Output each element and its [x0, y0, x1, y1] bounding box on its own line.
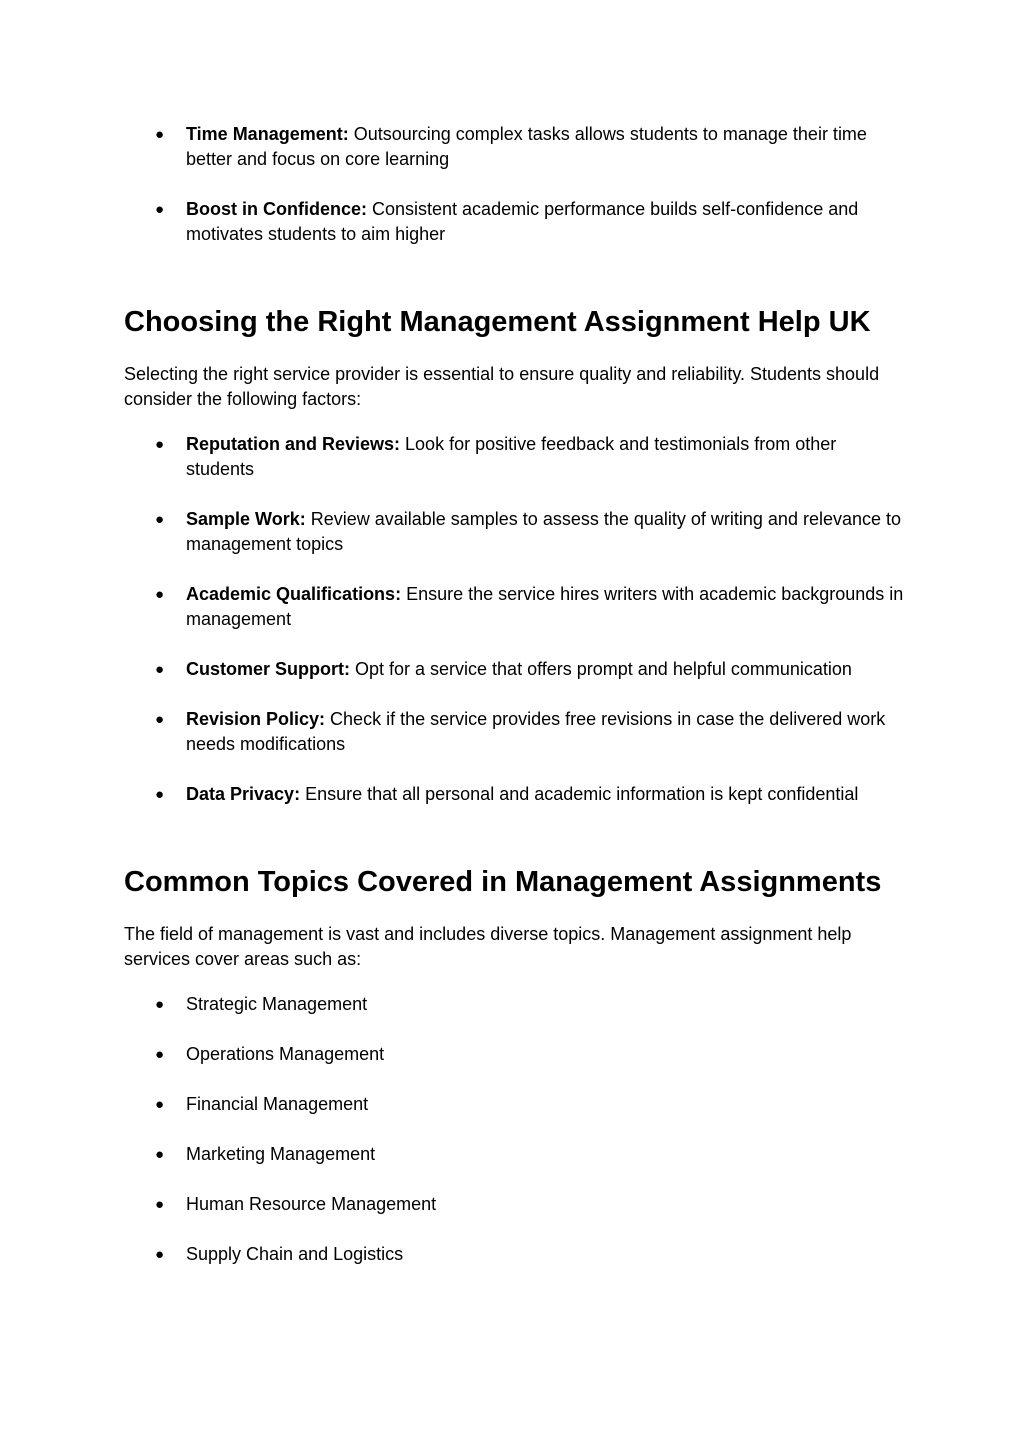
bullet: ●: [155, 1046, 165, 1063]
item-term: Customer Support:: [186, 659, 350, 679]
item-text: Supply Chain and Logistics: [186, 1244, 404, 1264]
bullet: ●: [155, 201, 165, 218]
bullet: ●: [155, 436, 165, 453]
item-text: Review available samples to assess the quality of writing and relevance to management topics: [186, 509, 902, 554]
item-text: Consistent academic performance builds self-confidence and motivates students to aim higher: [186, 199, 859, 244]
item-text: Strategic Management: [186, 994, 368, 1014]
list-item: [155, 122, 906, 172]
section-heading: Choosing the Right Management Assignment Help UK: [124, 306, 871, 338]
list-item: [155, 707, 906, 757]
list-item: [155, 1142, 906, 1167]
list-item: [155, 1242, 906, 1267]
section-intro: The field of management is vast and includes diverse topics. Management assignment help services cover areas such as:: [124, 924, 852, 969]
bullet: ●: [155, 1196, 165, 1213]
bullet: ●: [155, 786, 165, 803]
bullet: ●: [155, 126, 165, 143]
item-term: Sample Work:: [186, 509, 306, 529]
list-item: [155, 432, 906, 482]
list-item: [155, 1192, 906, 1217]
list-item: [155, 1092, 906, 1117]
bullet: ●: [155, 711, 165, 728]
item-text: Ensure that all personal and academic information is kept confidential: [300, 784, 859, 804]
item-text: Opt for a service that offers prompt and helpful communication: [350, 659, 852, 679]
item-term: Revision Policy:: [186, 709, 326, 729]
list-item: [155, 582, 906, 632]
bullet: ●: [155, 996, 165, 1013]
bullet: ●: [155, 586, 165, 603]
item-text: Marketing Management: [186, 1144, 376, 1164]
bullet: ●: [155, 661, 165, 678]
bullet: ●: [155, 511, 165, 528]
item-term: Data Privacy:: [186, 784, 301, 804]
item-text: Check if the service provides free revisions in case the delivered work needs modifications: [186, 709, 886, 754]
section-intro: Selecting the right service provider is essential to ensure quality and reliability. Students should consider the following factors:: [124, 364, 880, 409]
item-term: Time Management:: [186, 124, 349, 144]
bullet: ●: [155, 1246, 165, 1263]
item-text: Operations Management: [186, 1044, 385, 1064]
item-term: Reputation and Reviews:: [186, 434, 401, 454]
item-text: Look for positive feedback and testimonials from other students: [186, 434, 837, 479]
item-text: Ensure the service hires writers with academic backgrounds in management: [186, 584, 904, 629]
item-term: Academic Qualifications:: [186, 584, 402, 604]
list-item: [155, 992, 906, 1017]
list-item: [155, 507, 906, 557]
list-item: [155, 197, 906, 247]
item-text: Outsourcing complex tasks allows students to manage their time better and focus on core learning: [186, 124, 867, 169]
item-text: Financial Management: [186, 1094, 369, 1114]
item-term: Boost in Confidence:: [186, 199, 367, 219]
list-item: [155, 782, 906, 807]
item-text: Human Resource Management: [186, 1194, 437, 1214]
list-item: [155, 657, 906, 682]
list-item: [155, 1042, 906, 1067]
section-heading: Common Topics Covered in Management Assignments: [124, 866, 882, 898]
bullet: ●: [155, 1146, 165, 1163]
bullet: ●: [155, 1096, 165, 1113]
